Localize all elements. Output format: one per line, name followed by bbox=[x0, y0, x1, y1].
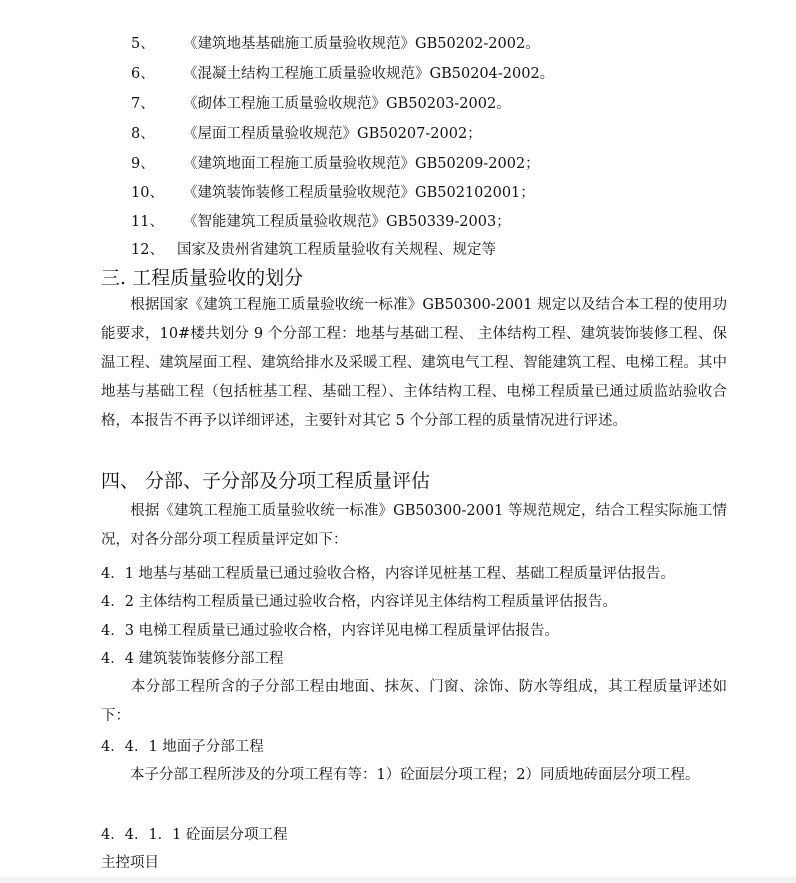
subsection-heading: 4．4 建筑装饰装修分部工程 bbox=[101, 651, 284, 667]
standard-text: 《混凝土结构工程施工质量验收规范》GB50204-2002。 bbox=[183, 66, 555, 82]
standard-text: 《建筑地面工程施工质量验收规范》GB50209-2002； bbox=[183, 156, 540, 172]
section-heading: 四、 分部、子分部及分项工程质量评估 bbox=[101, 470, 431, 492]
section-heading: 三. 工程质量验收的划分 bbox=[101, 267, 304, 289]
standard-text: 《建筑地基基础施工质量验收规范》GB50202-2002。 bbox=[183, 36, 540, 52]
standard-number: 11、 bbox=[131, 214, 164, 230]
standard-number: 7、 bbox=[131, 96, 155, 112]
standard-number: 9、 bbox=[131, 156, 155, 172]
standard-text: 《建筑装饰装修工程质量验收规范》GB502102001； bbox=[183, 185, 535, 201]
section-paragraph: 本分部工程所含的子分部工程由地面、抹灰、门窗、涂饰、防水等组成，其工程质量评述如下： bbox=[101, 679, 727, 724]
standard-number: 6、 bbox=[131, 66, 155, 82]
subsection-line: 4．2 主体结构工程质量已通过验收合格，内容详见主体结构工程质量评估报告。 bbox=[101, 594, 618, 610]
subsection-heading: 4．4．1．1 砼面层分项工程 bbox=[101, 827, 288, 843]
section-paragraph: 根据国家《建筑工程施工质量验收统一标准》GB50300-2001 规定以及结合本工程的使用功能要求，10#楼共划分 9 个分部工程：地基与基础工程、 主体结构工程、建筑装饰装修工程、保温工程、建筑屋面工程、建筑给排水及采暖工程、建筑电气工程、智能建筑工程、电梯工程。其中地基与基础工程（包括桩基工程、基础工程）、主体结构工程、电梯工程质量已通过质监站验收合格，本报告不再予以详细评述，主要针对其它 5 个分部工程的质量情况进行评述。 bbox=[101, 297, 727, 429]
standard-number: 5、 bbox=[131, 36, 155, 52]
standard-text: 《智能建筑工程质量验收规范》GB50339-2003； bbox=[183, 214, 511, 230]
subsection-heading: 4．4．1 地面子分部工程 bbox=[101, 739, 264, 755]
subsection-line: 4．3 电梯工程质量已通过验收合格，内容详见电梯工程质量评估报告。 bbox=[101, 623, 560, 639]
standard-text: 《屋面工程质量验收规范》GB50207-2002； bbox=[183, 126, 482, 142]
section-paragraph: 本子分部工程所涉及的分项工程有等：1）砼面层分项工程；2）同质地砖面层分项工程。 bbox=[101, 767, 700, 783]
standard-text: 《砌体工程施工质量验收规范》GB50203-2002。 bbox=[183, 96, 511, 112]
standard-number: 8、 bbox=[131, 126, 155, 142]
subsection-line: 4．1 地基与基础工程质量已通过验收合格，内容详见桩基工程、基础工程质量评估报告。 bbox=[101, 566, 676, 582]
standard-number: 12、 bbox=[131, 242, 164, 258]
standard-text: 国家及贵州省建筑工程质量验收有关规程、规定等 bbox=[177, 242, 496, 258]
standard-number: 10、 bbox=[131, 185, 164, 201]
label-main-items: 主控项目 bbox=[101, 855, 159, 871]
section-paragraph: 根据《建筑工程施工质量验收统一标准》GB50300-2001 等规范规定，结合工程实际施工情况，对各分部分项工程质量评定如下： bbox=[101, 503, 727, 548]
page-bottom-shadow bbox=[0, 877, 796, 883]
